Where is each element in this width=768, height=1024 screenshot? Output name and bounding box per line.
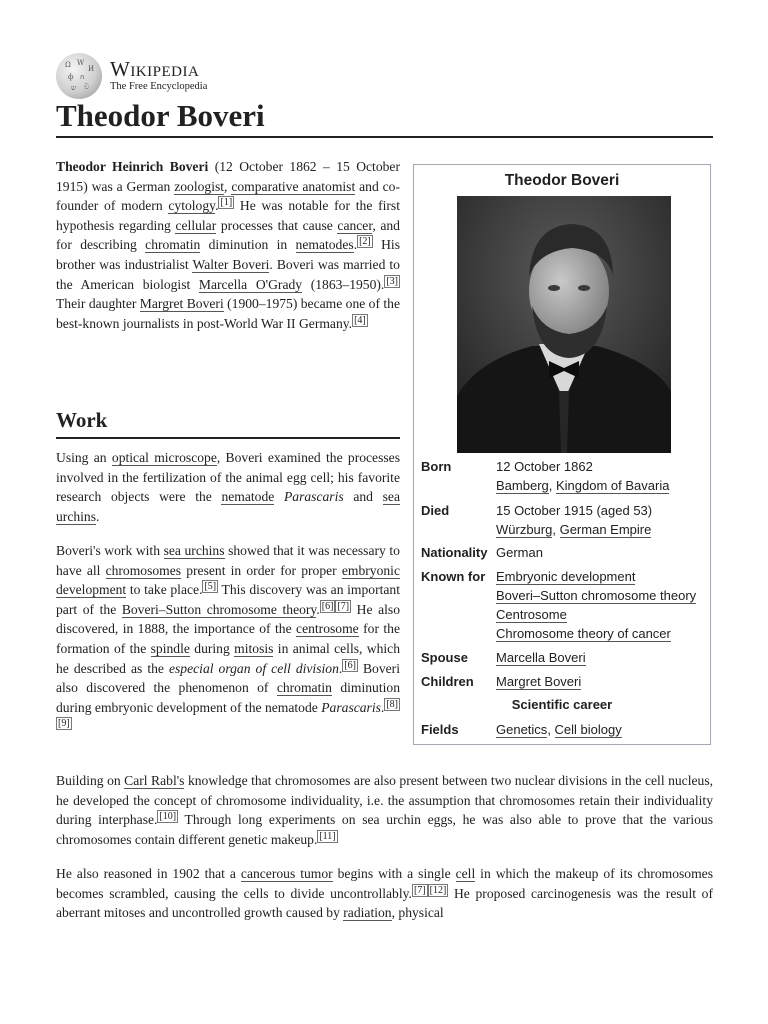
born-date: 12 October 1862 <box>496 459 593 474</box>
wikipedia-logo[interactable] <box>56 54 207 98</box>
text: Boveri's work with <box>56 543 164 558</box>
infobox-row-died <box>421 501 706 539</box>
text: begins with a single <box>332 866 456 881</box>
nationality-label: Nationality <box>421 545 488 560</box>
ref-7[interactable]: [7] <box>413 884 426 896</box>
link-spindle[interactable]: spindle <box>150 640 190 656</box>
ref-10[interactable]: [10] <box>159 811 177 823</box>
link-margret-boveri[interactable]: Margret Boveri <box>496 674 582 689</box>
link-cytology[interactable]: cytology <box>168 198 216 214</box>
text: His brother was industrialist <box>56 237 400 272</box>
italic-especial-organ: especial organ of cell division <box>168 660 339 676</box>
link-cell-biology[interactable]: Cell biology <box>554 722 622 737</box>
ref-4[interactable]: [4] <box>354 314 366 326</box>
text: He also discovered, in 1888, the importance of the <box>56 601 401 637</box>
text: diminution during embryonic development of the nematode <box>56 680 400 715</box>
text: . Boveri was married to the American biologist <box>56 256 400 292</box>
link-margret-boveri[interactable]: Margret Boveri <box>139 296 224 312</box>
link-nematodes[interactable]: nematodes <box>295 237 354 253</box>
text: present in order for proper <box>181 562 342 578</box>
text: , <box>552 522 560 537</box>
link-chromosomes[interactable]: chromosomes <box>105 562 182 578</box>
text: . <box>96 508 100 524</box>
text: He also reasoned in 1902 that a <box>56 866 241 881</box>
text: (1900–1975) became one of the best-known journalists in post-World War II Germany. <box>56 296 401 331</box>
text: He was notable for the first hypothesis regarding <box>56 198 400 233</box>
ref-2[interactable]: [2] <box>359 236 371 248</box>
link-sea-urchins[interactable]: sea urchins <box>163 543 225 558</box>
work-paragraph-2 <box>56 541 400 737</box>
text: in animal cells, which he described as the <box>56 640 400 676</box>
text: , <box>548 478 556 493</box>
infobox-row-known-for <box>421 567 706 643</box>
text: showed that it was necessary to have all <box>56 543 400 578</box>
spouse-label: Spouse <box>421 650 468 665</box>
text: for the formation of the <box>56 621 400 656</box>
link-carl-rabl[interactable]: Carl Rabl's <box>124 773 185 788</box>
wordmark <box>110 59 207 93</box>
italic-parascaris: Parascaris <box>283 489 344 505</box>
text: processes that cause <box>216 217 338 233</box>
link-radiation[interactable]: radiation <box>343 905 392 921</box>
link-sea-urchins[interactable]: sea urchins <box>56 489 400 524</box>
link-cellular[interactable]: cellular <box>175 217 217 233</box>
wordmark-title: Wikipedia <box>110 57 200 82</box>
ref-5[interactable]: [5] <box>204 581 217 593</box>
text: in which the makeup of its chromosomes becomes scrambled, causing the cells to divide uncontrollably. <box>56 866 713 901</box>
born-label: Born <box>421 459 452 474</box>
ref-8[interactable]: [8] <box>386 698 398 710</box>
link-mitosis[interactable]: mitosis <box>234 640 274 656</box>
text: to take place. <box>126 582 203 598</box>
subject-name: Theodor Heinrich Boveri <box>56 159 209 174</box>
title-divider <box>56 136 713 138</box>
link-comparative-anatomist[interactable]: comparative anatomist <box>231 178 356 194</box>
text: , and for describing <box>56 217 400 253</box>
work-paragraph-1 <box>56 448 400 526</box>
page-title: Theodor Boveri <box>56 98 265 133</box>
text: knowledge that chromosomes are also present between two nuclear divisions in the cell nucleus, he developed the concept of chromosome individuality, i.e. the assumption that chromosomes retain their individuality during interphase. <box>56 773 714 828</box>
link-chromatin[interactable]: chromatin <box>145 237 201 253</box>
ref-7[interactable]: [7] <box>337 600 350 612</box>
text: This discovery was an important part of the <box>56 582 400 617</box>
ref-1[interactable]: [1] <box>220 197 233 209</box>
text: . <box>353 237 358 253</box>
died-date: 15 October 1915 (aged 53) <box>496 503 653 518</box>
died-label: Died <box>421 503 450 518</box>
text: , <box>224 178 232 194</box>
text: and <box>343 489 383 505</box>
link-cancer[interactable]: cancer <box>337 217 373 233</box>
infobox-row-spouse <box>421 648 706 667</box>
born-value <box>496 457 706 495</box>
nationality-value: German <box>496 545 543 560</box>
link-optical-microscope[interactable]: optical microscope <box>111 450 217 465</box>
died-value <box>496 501 706 539</box>
text: Through long experiments on sea urchin eggs, he was also able to prove that the various chromosomes contain different genetic makeup. <box>56 812 713 847</box>
text: (1863–1950). <box>302 276 385 292</box>
fields-label: Fields <box>421 722 459 737</box>
text: . <box>338 660 343 676</box>
text: , Boveri examined the processes involved in the fertilization of the animal egg cell; his favorite research objects were the <box>56 450 400 505</box>
text: . <box>215 198 219 214</box>
children-label: Children <box>421 674 474 689</box>
text: He proposed carcinogenesis was the result of aberrant mitoses and uncontrolled growth caused by <box>56 885 714 921</box>
scientific-career-heading: Scientific career <box>511 697 613 712</box>
known-for-label: Known for <box>421 569 486 584</box>
link-walter-boveri[interactable]: Walter Boveri <box>192 256 270 272</box>
text: Using an <box>56 450 112 465</box>
ref-12[interactable]: [12] <box>429 884 447 896</box>
text: diminution in <box>200 237 296 253</box>
text: Boveri also discovered the phenomenon of <box>56 660 400 696</box>
link-boveri-sutton-theory[interactable]: Boveri–Sutton chromosome theory <box>496 588 697 603</box>
text: Their daughter <box>56 296 140 312</box>
link-chromatin[interactable]: chromatin <box>276 680 332 696</box>
link-kingdom-of-bavaria[interactable]: Kingdom of Bavaria <box>555 478 670 493</box>
link-cancerous-tumor[interactable]: cancerous tumor <box>240 866 333 881</box>
link-centrosome[interactable]: Centrosome <box>496 607 567 622</box>
ref-6[interactable]: [6] <box>344 659 356 671</box>
text: . <box>316 601 320 617</box>
paragraph-cancer-theory <box>56 864 713 923</box>
text: during <box>189 640 235 656</box>
intro-paragraph <box>56 157 400 333</box>
text: , <box>547 722 555 737</box>
paragraph-chromosome-individuality <box>56 771 713 849</box>
infobox <box>413 164 711 745</box>
ref-3[interactable]: [3] <box>386 275 398 287</box>
portrait-image <box>457 196 671 453</box>
italic-parascaris: Parascaris <box>321 699 381 715</box>
text: , physical <box>391 905 444 921</box>
text: Building on <box>56 773 125 788</box>
link-chromosome-theory-of-cancer[interactable]: Chromosome theory of cancer <box>496 626 671 641</box>
ref-11[interactable]: [11] <box>319 830 336 842</box>
infobox-row-children <box>421 672 706 691</box>
portrait-photo[interactable] <box>457 196 671 453</box>
link-embryonic-development[interactable]: Embryonic development <box>496 569 636 584</box>
wordmark-subtitle: The Free Encyclopedia <box>110 81 208 93</box>
globe-icon: Ω W И ф ก ש ව <box>56 53 102 99</box>
section-divider <box>56 437 400 439</box>
link-wurzburg[interactable]: Würzburg <box>496 522 553 537</box>
known-for-value <box>496 567 706 643</box>
link-nematode[interactable]: nematode <box>221 489 275 505</box>
link-genetics[interactable]: Genetics <box>496 722 548 737</box>
text <box>274 489 284 504</box>
ref-9[interactable]: [9] <box>58 718 70 730</box>
link-zoologist[interactable]: zoologist <box>174 178 225 194</box>
infobox-row-fields <box>421 720 706 739</box>
link-embryonic-development[interactable]: embryonic development <box>56 562 400 598</box>
text: (12 October 1862 – 15 October 1915) was a German <box>56 159 400 194</box>
section-heading-work: Work <box>56 408 108 432</box>
link-centrosome[interactable]: centrosome <box>296 621 359 637</box>
infobox-row-born <box>421 457 706 495</box>
text: and co-founder of modern <box>56 178 400 214</box>
link-marcella-ogrady[interactable]: Marcella O'Grady <box>198 276 303 292</box>
text: . <box>380 699 385 715</box>
link-german-empire[interactable]: German Empire <box>559 522 652 537</box>
infobox-row-nationality <box>421 543 706 562</box>
link-marcella-boveri[interactable]: Marcella Boveri <box>496 650 586 665</box>
link-cell[interactable]: cell <box>455 866 476 881</box>
link-boveri-sutton-theory[interactable]: Boveri–Sutton chromosome theory <box>121 601 317 617</box>
infobox-title: Theodor Boveri <box>504 172 620 189</box>
ref-6[interactable]: [6] <box>321 600 334 612</box>
link-bamberg[interactable]: Bamberg <box>496 478 549 493</box>
